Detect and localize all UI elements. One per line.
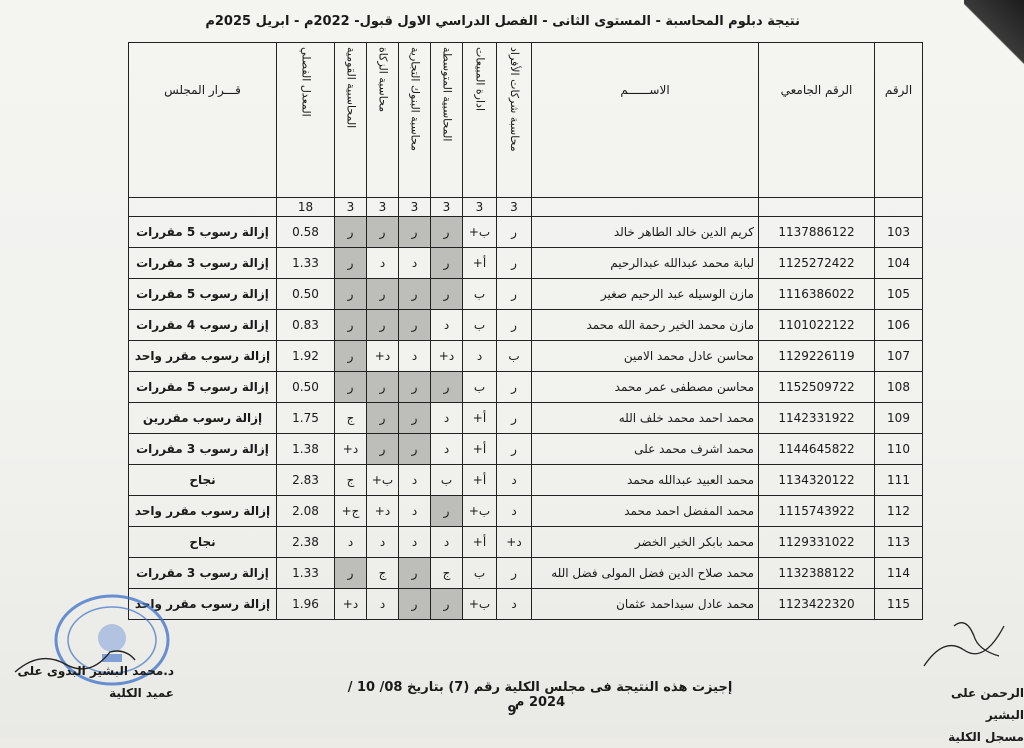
header-row bbox=[129, 43, 923, 198]
university-id: 1137886122 bbox=[759, 217, 875, 248]
credit-hours: 3 bbox=[399, 198, 431, 217]
grade-cell: ب+ bbox=[367, 465, 399, 496]
grade-cell: ر bbox=[431, 279, 463, 310]
row-number: 107 bbox=[875, 341, 923, 372]
university-id: 1125272422 bbox=[759, 248, 875, 279]
grade-cell: ر bbox=[367, 372, 399, 403]
grade-cell: ب+ bbox=[463, 496, 497, 527]
grade-cell: ر bbox=[399, 403, 431, 434]
grade-cell: ر bbox=[497, 279, 532, 310]
credit-hours-total: 18 bbox=[277, 198, 335, 217]
council-decision: إزالة رسوب 5 مقررات bbox=[129, 372, 277, 403]
grade-cell: د bbox=[431, 527, 463, 558]
grade-cell: د+ bbox=[367, 341, 399, 372]
semester-gpa: 1.38 bbox=[277, 434, 335, 465]
council-decision: نجاح bbox=[129, 465, 277, 496]
row-number: 106 bbox=[875, 310, 923, 341]
grade-cell: ج bbox=[335, 465, 367, 496]
council-decision: إزالة رسوب 3 مقررات bbox=[129, 248, 277, 279]
grade-cell: ج bbox=[335, 403, 367, 434]
dean-title: عميد الكلية bbox=[109, 686, 174, 700]
grade-cell: د+ bbox=[335, 434, 367, 465]
row-number: 113 bbox=[875, 527, 923, 558]
grade-cell: ج bbox=[431, 558, 463, 589]
grade-cell: د+ bbox=[431, 341, 463, 372]
grade-cell: ر bbox=[431, 372, 463, 403]
table-row bbox=[129, 217, 923, 248]
table-row bbox=[129, 527, 923, 558]
grade-cell: ر bbox=[367, 434, 399, 465]
page-corner-shadow bbox=[964, 0, 1024, 120]
row-number: 108 bbox=[875, 372, 923, 403]
student-name: محمد اشرف محمد على bbox=[532, 434, 759, 465]
grade-cell: ر bbox=[399, 372, 431, 403]
grade-cell: د bbox=[399, 248, 431, 279]
credit-hours: 3 bbox=[431, 198, 463, 217]
grade-cell: د bbox=[431, 403, 463, 434]
grade-cell: ر bbox=[335, 248, 367, 279]
header-gpa: المعدل الفصلي bbox=[277, 43, 335, 198]
grade-cell: ب+ bbox=[463, 589, 497, 620]
header-subject: محاسبة البنوك التجارية bbox=[399, 43, 431, 198]
student-name: محمد صلاح الدين فضل المولى فضل الله bbox=[532, 558, 759, 589]
grade-cell: ر bbox=[399, 279, 431, 310]
grade-cell: د bbox=[497, 465, 532, 496]
semester-gpa: 1.33 bbox=[277, 248, 335, 279]
header-subject: المحاسبية القومية bbox=[335, 43, 367, 198]
row-number: 105 bbox=[875, 279, 923, 310]
student-name: محاسن عادل محمد الامين bbox=[532, 341, 759, 372]
grade-cell: ر bbox=[367, 310, 399, 341]
university-id: 1152509722 bbox=[759, 372, 875, 403]
university-id: 1123422320 bbox=[759, 589, 875, 620]
row-number: 112 bbox=[875, 496, 923, 527]
grade-cell: د bbox=[431, 310, 463, 341]
table-row bbox=[129, 248, 923, 279]
grade-cell: د bbox=[399, 465, 431, 496]
council-decision: إزالة رسوب 5 مقررات bbox=[129, 279, 277, 310]
council-decision: إزالة رسوب مقرر واحد bbox=[129, 341, 277, 372]
grade-cell: ر bbox=[431, 217, 463, 248]
credit-hours: 3 bbox=[463, 198, 497, 217]
semester-gpa: 2.38 bbox=[277, 527, 335, 558]
grade-cell: د bbox=[335, 527, 367, 558]
table-row bbox=[129, 372, 923, 403]
table-row bbox=[129, 434, 923, 465]
grade-cell: ر bbox=[399, 589, 431, 620]
table-row bbox=[129, 341, 923, 372]
university-id: 1129226119 bbox=[759, 341, 875, 372]
grade-cell: ر bbox=[367, 279, 399, 310]
grade-cell: ر bbox=[399, 310, 431, 341]
grade-cell: ر bbox=[497, 372, 532, 403]
council-decision: إزالة رسوب مقررين bbox=[129, 403, 277, 434]
council-decision: إزالة رسوب 3 مقررات bbox=[129, 558, 277, 589]
header-subject: محاسبة شركات الأفراد bbox=[497, 43, 532, 198]
header-subject: المحاسبية المتوسطة bbox=[431, 43, 463, 198]
grade-cell: د bbox=[497, 496, 532, 527]
grade-cell: ر bbox=[399, 434, 431, 465]
grade-cell: ر bbox=[335, 341, 367, 372]
table-row bbox=[129, 279, 923, 310]
semester-gpa: 0.50 bbox=[277, 372, 335, 403]
semester-gpa: 1.92 bbox=[277, 341, 335, 372]
student-name: لبابة محمد عبدالله عبدالرحيم bbox=[532, 248, 759, 279]
student-name: محمد المفضل احمد محمد bbox=[532, 496, 759, 527]
grade-cell: ر bbox=[399, 217, 431, 248]
header-uni-id: الرقم الجامعي bbox=[759, 43, 875, 198]
table-row bbox=[129, 465, 923, 496]
registrar-signature bbox=[904, 606, 1014, 676]
grade-cell: ر bbox=[431, 248, 463, 279]
credit-hours-row bbox=[129, 198, 923, 217]
row-number: 104 bbox=[875, 248, 923, 279]
council-decision: إزالة رسوب 3 مقررات bbox=[129, 434, 277, 465]
grade-cell: ب bbox=[463, 558, 497, 589]
university-id: 1116386022 bbox=[759, 279, 875, 310]
header-subject: محاسبة الزكاة bbox=[367, 43, 399, 198]
student-name: محمد عادل سيداحمد عثمان bbox=[532, 589, 759, 620]
student-name: كريم الدين خالد الطاهر خالد bbox=[532, 217, 759, 248]
university-id: 1144645822 bbox=[759, 434, 875, 465]
grade-cell: ب bbox=[463, 372, 497, 403]
grade-cell: ج+ bbox=[335, 496, 367, 527]
credit-hours: 3 bbox=[335, 198, 367, 217]
dean-name: د.محمد البشير البدوى على bbox=[17, 664, 174, 678]
grade-cell: د bbox=[399, 496, 431, 527]
council-decision: إزالة رسوب 5 مقررات bbox=[129, 217, 277, 248]
grade-cell: ر bbox=[335, 558, 367, 589]
grade-cell: د bbox=[367, 527, 399, 558]
results-body bbox=[129, 217, 923, 620]
grade-cell: د+ bbox=[367, 496, 399, 527]
grade-cell: ب bbox=[463, 279, 497, 310]
university-id: 1134320122 bbox=[759, 465, 875, 496]
semester-gpa: 2.08 bbox=[277, 496, 335, 527]
header-decision: قـــرار المجلس bbox=[129, 43, 277, 198]
grade-cell: أ+ bbox=[463, 527, 497, 558]
university-id: 1142331922 bbox=[759, 403, 875, 434]
grade-cell: ر bbox=[431, 496, 463, 527]
semester-gpa: 1.75 bbox=[277, 403, 335, 434]
row-number: 109 bbox=[875, 403, 923, 434]
row-number: 115 bbox=[875, 589, 923, 620]
grade-cell: ر bbox=[497, 248, 532, 279]
header-subject: ادارة المبيعات bbox=[463, 43, 497, 198]
approval-note: إجيزت هذه النتيجة فى مجلس الكلية رقم (7) بتاريخ 08/ 10 / 2024 م bbox=[347, 680, 733, 710]
grade-cell: د+ bbox=[497, 527, 532, 558]
university-id: 1129331022 bbox=[759, 527, 875, 558]
table-row bbox=[129, 310, 923, 341]
registrar-title: مسجل الكلية bbox=[948, 730, 1024, 744]
semester-gpa: 1.33 bbox=[277, 558, 335, 589]
semester-gpa: 0.50 bbox=[277, 279, 335, 310]
row-number: 114 bbox=[875, 558, 923, 589]
grade-cell: ر bbox=[367, 217, 399, 248]
grade-cell: ب bbox=[497, 341, 532, 372]
student-name: محمد بابكر الخير الخضر bbox=[532, 527, 759, 558]
header-no: الرقم bbox=[875, 43, 923, 198]
grade-cell: د bbox=[497, 589, 532, 620]
table-row bbox=[129, 403, 923, 434]
grade-cell: ر bbox=[497, 558, 532, 589]
grade-cell: ب bbox=[431, 465, 463, 496]
grade-cell: أ+ bbox=[463, 403, 497, 434]
university-id: 1101022122 bbox=[759, 310, 875, 341]
table-row bbox=[129, 589, 923, 620]
row-number: 103 bbox=[875, 217, 923, 248]
page-number: 9 bbox=[507, 704, 517, 719]
grade-cell: د bbox=[431, 434, 463, 465]
grade-cell: د bbox=[367, 589, 399, 620]
registrar-name: الرحمن على البشير bbox=[951, 686, 1024, 722]
credit-hours: 3 bbox=[367, 198, 399, 217]
student-name: محمد العبيد عبدالله محمد bbox=[532, 465, 759, 496]
grade-cell: ر bbox=[335, 217, 367, 248]
grade-cell: أ+ bbox=[463, 465, 497, 496]
document-title: نتيجة دبلوم المحاسبة - المستوى الثانى - الفصل الدراسي الاول قبول- 2022م - ابريل 2025م bbox=[205, 14, 800, 29]
semester-gpa: 1.96 bbox=[277, 589, 335, 620]
student-name: محمد احمد محمد خلف الله bbox=[532, 403, 759, 434]
grade-cell: د+ bbox=[335, 589, 367, 620]
grade-cell: ر bbox=[335, 310, 367, 341]
university-id: 1132388122 bbox=[759, 558, 875, 589]
grade-cell: ب+ bbox=[463, 217, 497, 248]
table-row bbox=[129, 496, 923, 527]
dean-signature-block bbox=[14, 660, 174, 704]
university-id: 1115743922 bbox=[759, 496, 875, 527]
grade-cell: ر bbox=[335, 372, 367, 403]
registrar-signature-block bbox=[914, 682, 1024, 748]
grade-cell: ر bbox=[497, 403, 532, 434]
grade-cell: د bbox=[463, 341, 497, 372]
grade-cell: ر bbox=[497, 434, 532, 465]
grade-cell: ر bbox=[431, 589, 463, 620]
council-decision: إزالة رسوب مقرر واحد bbox=[129, 589, 277, 620]
grade-cell: ب bbox=[463, 310, 497, 341]
row-number: 110 bbox=[875, 434, 923, 465]
row-number: 111 bbox=[875, 465, 923, 496]
council-decision: إزالة رسوب 4 مقررات bbox=[129, 310, 277, 341]
results-table bbox=[128, 42, 923, 620]
grade-cell: ر bbox=[367, 403, 399, 434]
credit-hours: 3 bbox=[497, 198, 532, 217]
header-name: الاســــــم bbox=[532, 43, 759, 198]
semester-gpa: 0.58 bbox=[277, 217, 335, 248]
grade-cell: ر bbox=[497, 217, 532, 248]
grade-cell: ر bbox=[335, 279, 367, 310]
student-name: محاسن مصطفى عمر محمد bbox=[532, 372, 759, 403]
grade-cell: ج bbox=[367, 558, 399, 589]
grade-cell: ر bbox=[399, 558, 431, 589]
grade-cell: أ+ bbox=[463, 248, 497, 279]
council-decision: إزالة رسوب مقرر واحد bbox=[129, 496, 277, 527]
semester-gpa: 2.83 bbox=[277, 465, 335, 496]
table-row bbox=[129, 558, 923, 589]
grade-cell: ر bbox=[497, 310, 532, 341]
semester-gpa: 0.83 bbox=[277, 310, 335, 341]
student-name: مازن الوسيله عبد الرحيم صغير bbox=[532, 279, 759, 310]
grade-cell: د bbox=[399, 527, 431, 558]
grade-cell: د bbox=[399, 341, 431, 372]
grade-cell: أ+ bbox=[463, 434, 497, 465]
student-name: مازن محمد الخير رحمة الله محمد bbox=[532, 310, 759, 341]
council-decision: نجاح bbox=[129, 527, 277, 558]
grade-cell: د bbox=[367, 248, 399, 279]
